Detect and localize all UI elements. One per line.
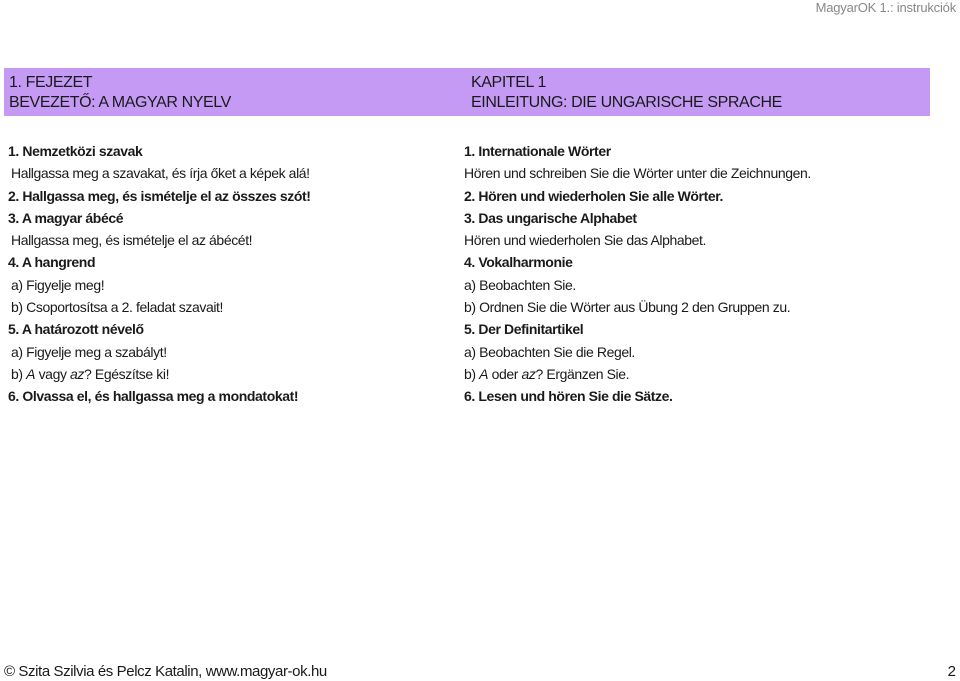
- exercise-instruction: Hören und wiederholen Sie das Alphabet.: [464, 232, 707, 249]
- exercise-heading: 5. Der Definitartikel: [464, 321, 584, 338]
- chapter-subtitle-hu: BEVEZETŐ: A MAGYAR NYELV: [9, 94, 231, 111]
- instruction-suffix: ? Egészítse ki!: [84, 365, 170, 382]
- exercise-heading: 3. Das ungarische Alphabet: [464, 209, 637, 226]
- instruction-prefix: b): [11, 365, 27, 382]
- page-number: 2: [947, 663, 956, 680]
- exercise-instruction: a) Figyelje meg a szabályt!: [11, 343, 167, 360]
- exercise-heading: 2. Hören und wiederholen Sie alle Wörter.: [464, 187, 723, 204]
- article-a: A: [26, 365, 36, 382]
- article-a: A: [479, 365, 489, 382]
- chapter-number-hu: 1. FEJEZET: [9, 74, 93, 91]
- exercise-heading: 4. A hangrend: [8, 254, 96, 271]
- instruction-connector: oder: [488, 365, 522, 382]
- instructions-german: [464, 140, 811, 408]
- instruction-prefix: b): [464, 365, 480, 382]
- exercise-heading: 6. Lesen und hören Sie die Sätze.: [464, 388, 673, 405]
- exercise-instruction: a) Beobachten Sie die Regel.: [464, 343, 635, 360]
- chapter-title-hungarian: [9, 73, 231, 113]
- exercise-instruction: a) Beobachten Sie.: [464, 276, 576, 293]
- chapter-number-de: KAPITEL 1: [471, 74, 546, 91]
- chapter-subtitle-de: EINLEITUNG: DIE UNGARISCHE SPRACHE: [471, 94, 782, 111]
- exercise-heading: 5. A határozott névelő: [8, 321, 144, 338]
- chapter-title-german: [471, 73, 782, 113]
- exercise-heading: 1. Internationale Wörter: [464, 143, 611, 159]
- copyright-footer: © Szita Szilvia és Pelcz Katalin, www.magyar-ok.hu: [4, 663, 327, 680]
- exercise-heading: 4. Vokalharmonie: [464, 254, 573, 271]
- exercise-instruction: Hallgassa meg a szavakat, és írja őket a képek alá!: [11, 165, 310, 182]
- instruction-connector: vagy: [35, 365, 71, 382]
- exercise-instruction: [464, 363, 811, 385]
- exercise-heading: 1. Nemzetközi szavak: [8, 143, 143, 159]
- article-az: az: [70, 365, 85, 382]
- exercise-heading: 3. A magyar ábécé: [8, 209, 124, 226]
- chapter-banner: [4, 68, 930, 116]
- instruction-suffix: ? Ergänzen Sie.: [535, 365, 630, 382]
- exercise-instruction: a) Figyelje meg!: [11, 276, 105, 293]
- exercise-instruction: [8, 363, 311, 385]
- exercise-instruction: Hallgassa meg, és ismételje el az ábécét!: [11, 232, 253, 249]
- exercise-heading: 2. Hallgassa meg, és ismételje el az összes szót!: [8, 187, 311, 204]
- exercise-instruction: Hören und schreiben Sie die Wörter unter die Zeichnungen.: [464, 165, 811, 182]
- exercise-heading: 6. Olvassa el, és hallgassa meg a mondatokat!: [8, 388, 299, 405]
- document-header-title: MagyarOK 1.: instrukciók: [815, 0, 956, 15]
- exercise-instruction: b) Csoportosítsa a 2. feladat szavait!: [11, 299, 224, 316]
- article-az: az: [521, 365, 536, 382]
- exercise-instruction: b) Ordnen Sie die Wörter aus Übung 2 den Gruppen zu.: [464, 299, 791, 316]
- instructions-hungarian: [8, 140, 311, 408]
